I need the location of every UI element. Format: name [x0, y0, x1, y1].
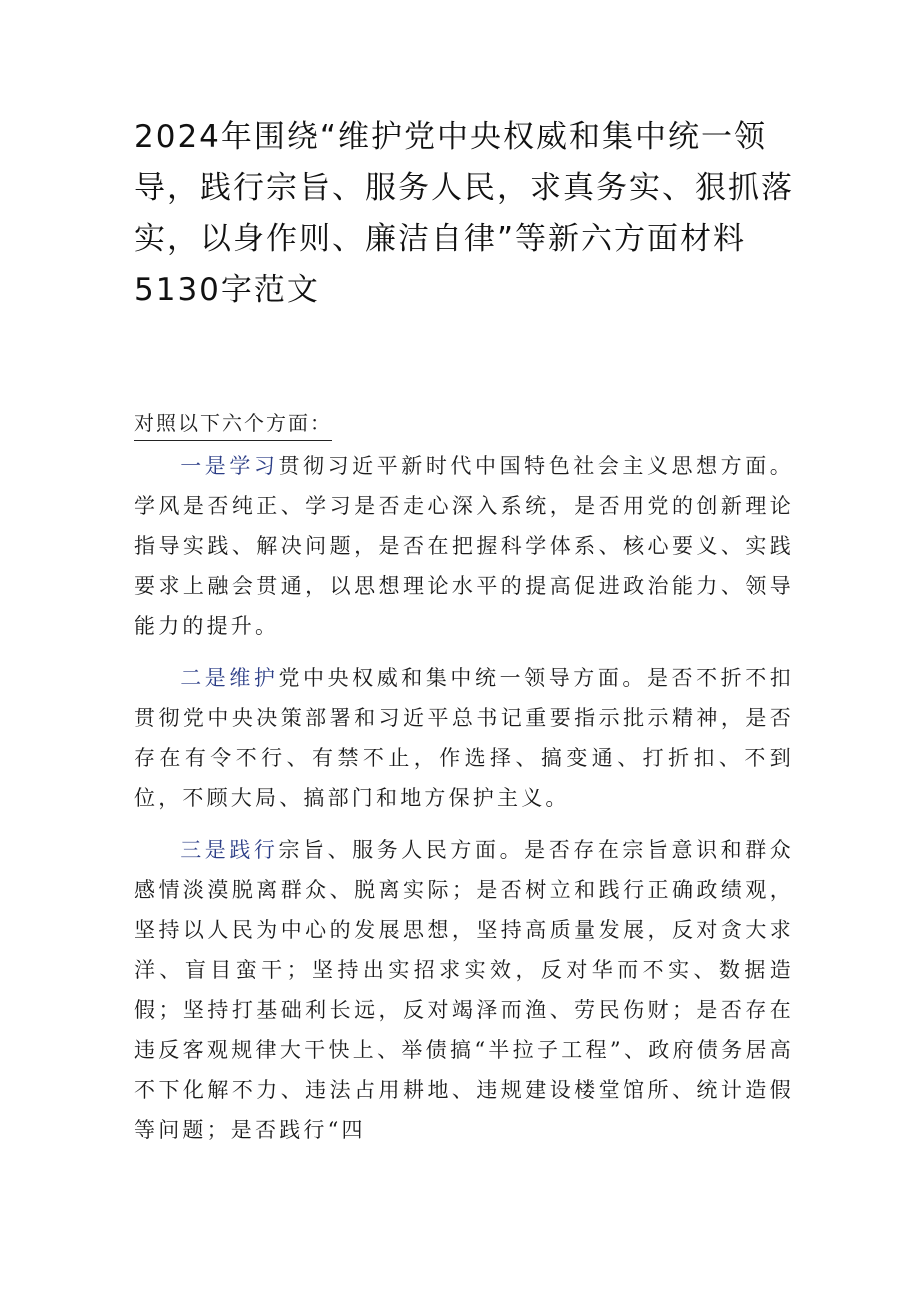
paragraph-1-lead: 一是学习	[180, 454, 279, 478]
intro-line: 对照以下六个方面：	[134, 408, 332, 441]
paragraph-3-lead: 三是践行	[180, 838, 279, 862]
paragraph-3-text: 宗旨、服务人民方面。是否存在宗旨意识和群众感情淡漠脱离群众、脱离实际；是否树立和践行正确政绩观，坚持以人民为中心的发展思想，坚持高质量发展，反对贪大求洋、盲目蛮干；坚持出实招求实效，反对华而不实、数据造假；坚持打基础利长远，反对竭泽而渔、劳民伤财；是否存在违反客观规律大干快上、举债搞“半拉子工程”、政府债务居高不下化解不力、违法占用耕地、违规建设楼堂馆所、统计造假等问题；是否践行“四	[134, 838, 794, 1142]
paragraph-2-lead: 二是维护	[180, 666, 279, 690]
paragraph-1	[134, 446, 794, 646]
paragraph-3	[134, 830, 794, 1150]
document-body	[134, 446, 794, 1150]
paragraph-2	[134, 658, 794, 818]
paragraph-1-text: 贯彻习近平新时代中国特色社会主义思想方面。学风是否纯正、学习是否走心深入系统，是否用党的创新理论指导实践、解决问题，是否在把握科学体系、核心要义、实践要求上融会贯通，以思想理论水平的提高促进政治能力、领导能力的提升。	[134, 454, 794, 638]
paragraph-2-text: 党中央权威和集中统一领导方面。是否不折不扣贯彻党中央决策部署和习近平总书记重要指示批示精神，是否存在有令不行、有禁不止，作选择、搞变通、打折扣、不到位，不顾大局、搞部门和地方保护主义。	[134, 666, 794, 810]
document-title: 2024年围绕“维护党中央权威和集中统一领导，践行宗旨、服务人民，求真务实、狠抓落实，以身作则、廉洁自律”等新六方面材料5130字范文	[134, 119, 794, 308]
